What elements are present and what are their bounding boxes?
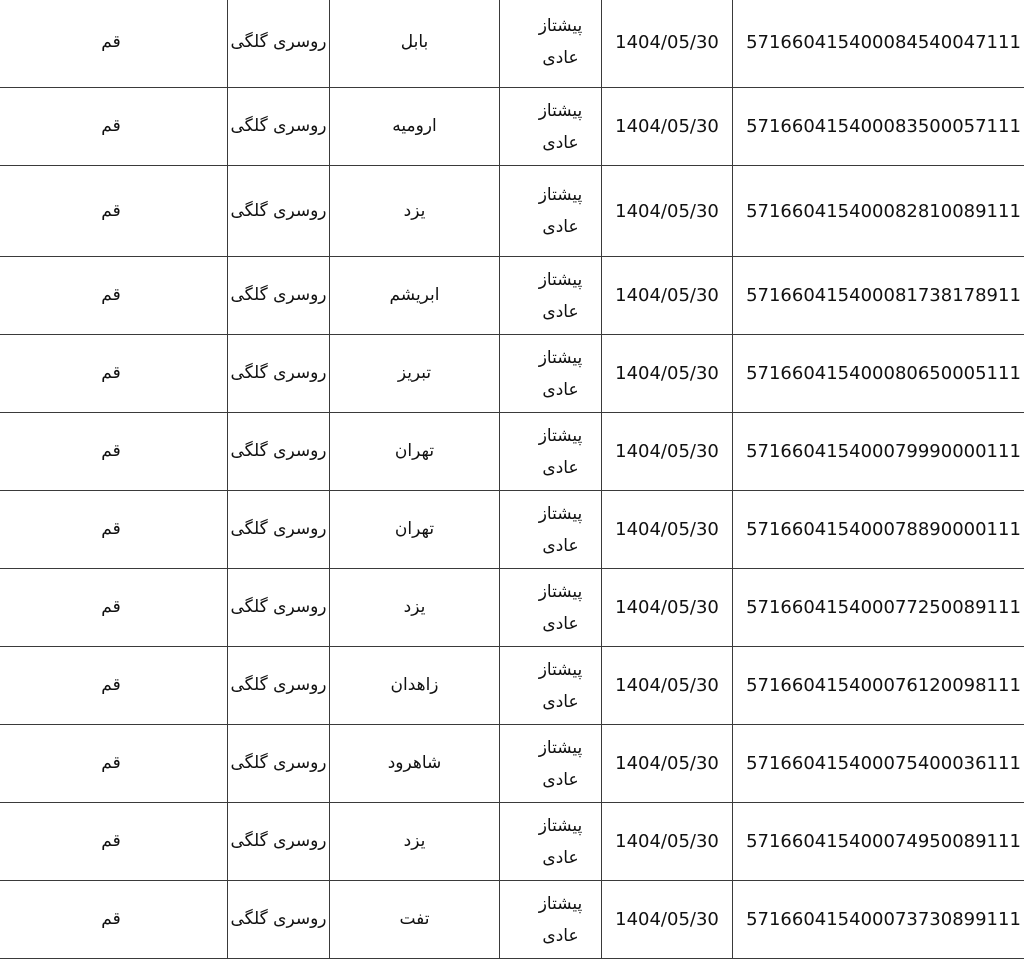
service-type-cell [500, 166, 602, 257]
product-cell: روسری گلگی [228, 88, 330, 166]
date-cell: 1404/05/30 [602, 803, 733, 881]
service-type-line2: عادی [520, 920, 601, 952]
destination-city-cell: تهران [330, 491, 500, 569]
service-type-cell [500, 881, 602, 959]
origin-city-cell: قم [0, 725, 228, 803]
service-type-cell [500, 803, 602, 881]
date-cell: 1404/05/30 [602, 413, 733, 491]
origin-city-cell: قم [0, 166, 228, 257]
tracking-number-cell: 571660415400077250089111 [733, 569, 1024, 647]
table-row [0, 257, 1024, 335]
product-cell: روسری گلگی [228, 0, 330, 88]
service-type-line1: پیشتاز [520, 576, 601, 608]
table-row [0, 647, 1024, 725]
origin-city-cell: قم [0, 257, 228, 335]
service-type-line1: پیشتاز [520, 810, 601, 842]
destination-city-cell: ارومیه [330, 88, 500, 166]
table-row [0, 803, 1024, 881]
service-type-line2: عادی [520, 608, 601, 640]
table-row [0, 569, 1024, 647]
service-type-line1: پیشتاز [520, 342, 601, 374]
product-cell: روسری گلگی [228, 335, 330, 413]
table-row [0, 88, 1024, 166]
service-type-line1: پیشتاز [520, 654, 601, 686]
service-type-cell [500, 413, 602, 491]
service-type-line2: عادی [520, 296, 601, 328]
service-type-cell [500, 647, 602, 725]
product-cell: روسری گلگی [228, 413, 330, 491]
service-type-cell [500, 491, 602, 569]
service-type-line2: عادی [520, 374, 601, 406]
date-cell: 1404/05/30 [602, 335, 733, 413]
tracking-number-cell: 571660415400074950089111 [733, 803, 1024, 881]
service-type-line2: عادی [520, 211, 601, 243]
product-cell: روسری گلگی [228, 257, 330, 335]
service-type-line2: عادی [520, 127, 601, 159]
product-cell: روسری گلگی [228, 647, 330, 725]
destination-city-cell: تبریز [330, 335, 500, 413]
service-type-line1: پیشتاز [520, 420, 601, 452]
service-type-line1: پیشتاز [520, 179, 601, 211]
tracking-number-cell: 571660415400082810089111 [733, 166, 1024, 257]
tracking-number-cell: 571660415400076120098111 [733, 647, 1024, 725]
origin-city-cell: قم [0, 647, 228, 725]
product-cell: روسری گلگی [228, 881, 330, 959]
origin-city-cell: قم [0, 413, 228, 491]
destination-city-cell: یزد [330, 166, 500, 257]
tracking-number-cell: 571660415400084540047111 [733, 0, 1024, 88]
service-type-cell [500, 0, 602, 88]
origin-city-cell: قم [0, 88, 228, 166]
product-cell: روسری گلگی [228, 166, 330, 257]
table-row [0, 881, 1024, 959]
date-cell: 1404/05/30 [602, 881, 733, 959]
service-type-line2: عادی [520, 686, 601, 718]
service-type-line2: عادی [520, 764, 601, 796]
date-cell: 1404/05/30 [602, 569, 733, 647]
date-cell: 1404/05/30 [602, 725, 733, 803]
tracking-number-cell: 571660415400081738178911 [733, 257, 1024, 335]
tracking-number-cell: 571660415400073730899111 [733, 881, 1024, 959]
table-row [0, 0, 1024, 88]
destination-city-cell: زاهدان [330, 647, 500, 725]
service-type-line2: عادی [520, 452, 601, 484]
origin-city-cell: قم [0, 0, 228, 88]
tracking-number-cell: 571660415400078890000111 [733, 491, 1024, 569]
service-type-cell [500, 88, 602, 166]
tracking-number-cell: 571660415400079990000111 [733, 413, 1024, 491]
origin-city-cell: قم [0, 569, 228, 647]
service-type-cell [500, 335, 602, 413]
date-cell: 1404/05/30 [602, 491, 733, 569]
service-type-cell [500, 569, 602, 647]
table-row [0, 725, 1024, 803]
date-cell: 1404/05/30 [602, 257, 733, 335]
service-type-cell [500, 725, 602, 803]
tracking-number-cell: 571660415400075400036111 [733, 725, 1024, 803]
service-type-line2: عادی [520, 842, 601, 874]
product-cell: روسری گلگی [228, 725, 330, 803]
service-type-line1: پیشتاز [520, 95, 601, 127]
destination-city-cell: تفت [330, 881, 500, 959]
origin-city-cell: قم [0, 335, 228, 413]
service-type-line2: عادی [520, 42, 601, 74]
date-cell: 1404/05/30 [602, 88, 733, 166]
destination-city-cell: ابریشم [330, 257, 500, 335]
product-cell: روسری گلگی [228, 569, 330, 647]
origin-city-cell: قم [0, 491, 228, 569]
table-row [0, 491, 1024, 569]
origin-city-cell: قم [0, 803, 228, 881]
date-cell: 1404/05/30 [602, 0, 733, 88]
table-row [0, 335, 1024, 413]
origin-city-cell: قم [0, 881, 228, 959]
service-type-line1: پیشتاز [520, 732, 601, 764]
product-cell: روسری گلگی [228, 803, 330, 881]
destination-city-cell: یزد [330, 569, 500, 647]
date-cell: 1404/05/30 [602, 166, 733, 257]
service-type-cell [500, 257, 602, 335]
destination-city-cell: شاهرود [330, 725, 500, 803]
destination-city-cell: یزد [330, 803, 500, 881]
table-row [0, 413, 1024, 491]
service-type-line2: عادی [520, 530, 601, 562]
service-type-line1: پیشتاز [520, 10, 601, 42]
service-type-line1: پیشتاز [520, 264, 601, 296]
service-type-line1: پیشتاز [520, 498, 601, 530]
destination-city-cell: تهران [330, 413, 500, 491]
product-cell: روسری گلگی [228, 491, 330, 569]
date-cell: 1404/05/30 [602, 647, 733, 725]
tracking-number-cell: 571660415400083500057111 [733, 88, 1024, 166]
service-type-line1: پیشتاز [520, 888, 601, 920]
destination-city-cell: بابل [330, 0, 500, 88]
table-row [0, 166, 1024, 257]
tracking-number-cell: 571660415400080650005111 [733, 335, 1024, 413]
